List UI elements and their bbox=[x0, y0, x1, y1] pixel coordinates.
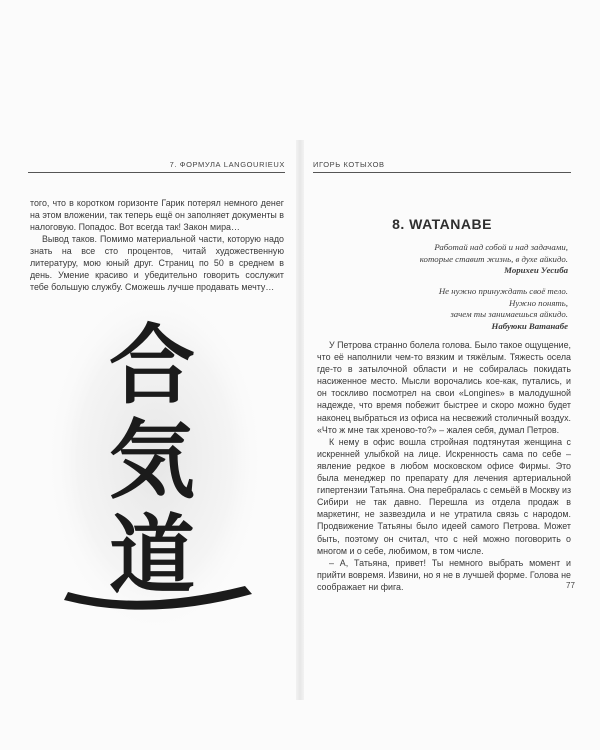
kanji-do: 道 bbox=[109, 505, 195, 606]
epigraph bbox=[420, 242, 568, 277]
left-paragraph: Вывод таков. Помимо материальной части, которую надо знать на все сто процентов, читай художественную литературу, мою юный друг. Страниц по 50 в среднем в день. Умение красиво и убедительно говорить сослужит тебе большую службу. Сможешь лучше продавать мечту… bbox=[30, 234, 284, 292]
epigraph-line: Работай над собой и над задачами, bbox=[434, 242, 568, 252]
kanji-ai: 合 bbox=[109, 315, 195, 416]
right-paragraph: К нему в офис вошла стройная подтянутая женщина с искренней улыбкой на лице. Искренность сама по себе – явление редкое в любом московском офисе Фирмы. Это была менеджер по препарату для лечения артериальной гипертензии Татьяна. Она перебралась с семьёй в Москву из Сибири не так давно. Перешла из отдела продаж в маркетинг, не зазвездила и не утратила связь с народом. Продвижение Татьяны было идеей самого Петрова. Может быть, поэтому он считал, что с ней можно поговорить о многом и о себе, любимом, в том числе. bbox=[317, 436, 572, 556]
epigraph bbox=[439, 286, 568, 332]
epigraph-line: которые ставит жизнь, в духе айкидо. bbox=[419, 253, 568, 264]
left-running-header: 7. ФОРМУЛА LANGOURIEUX bbox=[169, 160, 285, 169]
epigraph-line: Нужно понять, bbox=[509, 297, 568, 308]
left-header-rule bbox=[28, 172, 285, 173]
right-paragraph: У Петрова странно болела голова. Было такое ощущение, что её наполнили чем-то вязким и тяжёлым. Тяжесть осела где-то в затылочной области и не собиралась покидать насиженное место. Мысли ворочались кое-как, путались, и он тоскливо посмотрел на свои «Longines» в малодушной надежде, что время побежит быстрее и скоро можно будет наконец выбраться из офиса на несвежий столичный воздух. «Что ж мне так хреново-то?» – жалея себя, думал Петров. bbox=[317, 340, 571, 435]
epigraph-line: Не нужно принуждать своё тело. bbox=[438, 286, 568, 296]
aikido-calligraphy bbox=[40, 300, 280, 630]
right-body-text bbox=[317, 339, 571, 593]
kanji-ki: 気 bbox=[109, 410, 195, 511]
chapter-title: 8. WATANABE bbox=[392, 216, 492, 232]
left-body-text bbox=[30, 197, 284, 293]
right-header-rule bbox=[313, 172, 571, 173]
epigraph-author: Морихеи Уесиба bbox=[504, 265, 568, 276]
epigraph-line: зачем ты занимаешься айкидо. bbox=[450, 309, 568, 320]
epigraph-author: Набуюки Ватанабе bbox=[491, 320, 568, 331]
right-running-header: ИГОРЬ КОТЫХОВ bbox=[313, 160, 385, 169]
page-number: 77 bbox=[566, 581, 575, 590]
book-gutter bbox=[296, 140, 304, 700]
right-paragraph: – А, Татьяна, привет! Ты немного выбрать момент и прийти вовремя. Извини, но я не в лучшей форме. Голова не соображает ни фига. bbox=[317, 557, 571, 592]
left-paragraph: того, что в коротком горизонте Гарик потерял немного денег на этом вложении, так теперь ещё он заполняет документы в налоговую. Попадос. Вот всегда так! Закон мира… bbox=[30, 198, 284, 232]
